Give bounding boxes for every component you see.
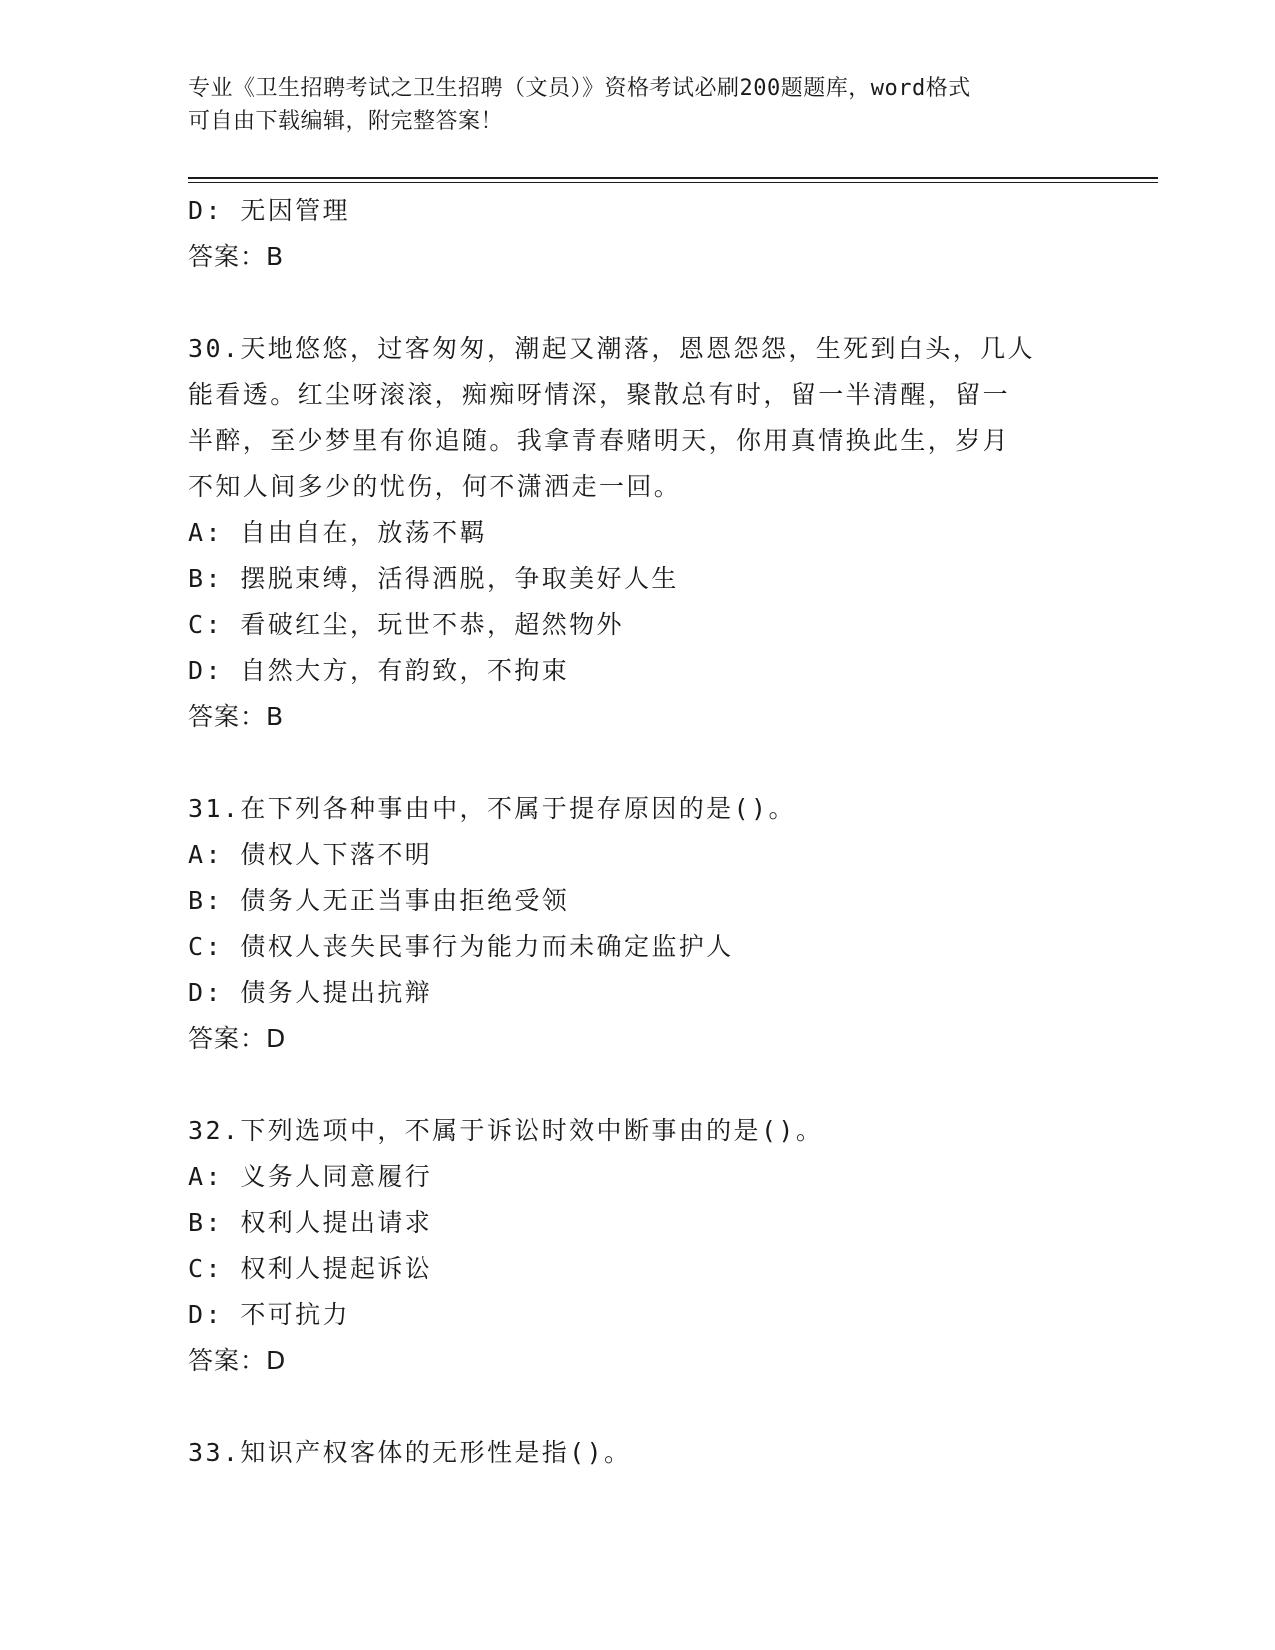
option-a: A: 债权人下落不明 xyxy=(188,840,433,869)
option-b: B: 摆脱束缚，活得洒脱，争取美好人生 xyxy=(188,564,679,593)
option-d: D: 自然大方，有韵致，不拘束 xyxy=(188,656,570,685)
option-d: D: 无因管理 xyxy=(188,196,350,225)
spacer xyxy=(188,1384,1088,1430)
spacer xyxy=(188,740,1088,786)
header-line-1: 专业《卫生招聘考试之卫生招聘（文员）》资格考试必刷200题题库，word格式 xyxy=(188,76,971,101)
document-header xyxy=(188,72,1088,138)
option-a: A: 义务人同意履行 xyxy=(188,1162,433,1191)
header-rule-thick xyxy=(188,177,1158,179)
answer: 答案：B xyxy=(188,702,285,731)
option-b: B: 债务人无正当事由拒绝受领 xyxy=(188,886,570,915)
question-31 xyxy=(188,786,1088,1062)
header-line-2: 可自由下载编辑，附完整答案！ xyxy=(188,109,504,134)
question-stem: 33.知识产权客体的无形性是指()。 xyxy=(188,1438,632,1467)
stem-line-2: 能看透。红尘呀滚滚，痴痴呀情深，聚散总有时，留一半清醒，留一 xyxy=(188,380,1011,409)
question-32 xyxy=(188,1108,1088,1384)
question-stem: 32.下列选项中，不属于诉讼时效中断事由的是()。 xyxy=(188,1116,824,1145)
option-c: C: 债权人丧失民事行为能力而未确定监护人 xyxy=(188,932,734,961)
answer: 答案：B xyxy=(188,242,285,271)
option-b: B: 权利人提出请求 xyxy=(188,1208,433,1237)
question-stem: 31.在下列各种事由中，不属于提存原因的是()。 xyxy=(188,794,796,823)
spacer xyxy=(188,280,1088,326)
header-rule-thin xyxy=(188,182,1158,183)
stem-line-1: 30.天地悠悠，过客匆匆，潮起又潮落，恩恩怨怨，生死到白头，几人 xyxy=(188,334,1035,363)
option-c: C: 看破红尘，玩世不恭，超然物外 xyxy=(188,610,624,639)
question-33 xyxy=(188,1430,1088,1476)
option-d: D: 债务人提出抗辩 xyxy=(188,978,433,1007)
stem-line-3: 半醉，至少梦里有你追随。我拿青春赌明天，你用真情换此生，岁月 xyxy=(188,426,1011,455)
answer: 答案：D xyxy=(188,1024,287,1053)
question-stem xyxy=(188,326,1088,510)
spacer xyxy=(188,1062,1088,1108)
option-c: C: 权利人提起诉讼 xyxy=(188,1254,433,1283)
option-a: A: 自由自在，放荡不羁 xyxy=(188,518,487,547)
answer: 答案：D xyxy=(188,1346,287,1375)
option-d: D: 不可抗力 xyxy=(188,1300,350,1329)
question-29-tail xyxy=(188,188,1088,280)
question-30 xyxy=(188,326,1088,740)
stem-line-4: 不知人间多少的忧伤，何不潇洒走一回。 xyxy=(188,472,682,501)
question-list xyxy=(188,188,1088,1476)
